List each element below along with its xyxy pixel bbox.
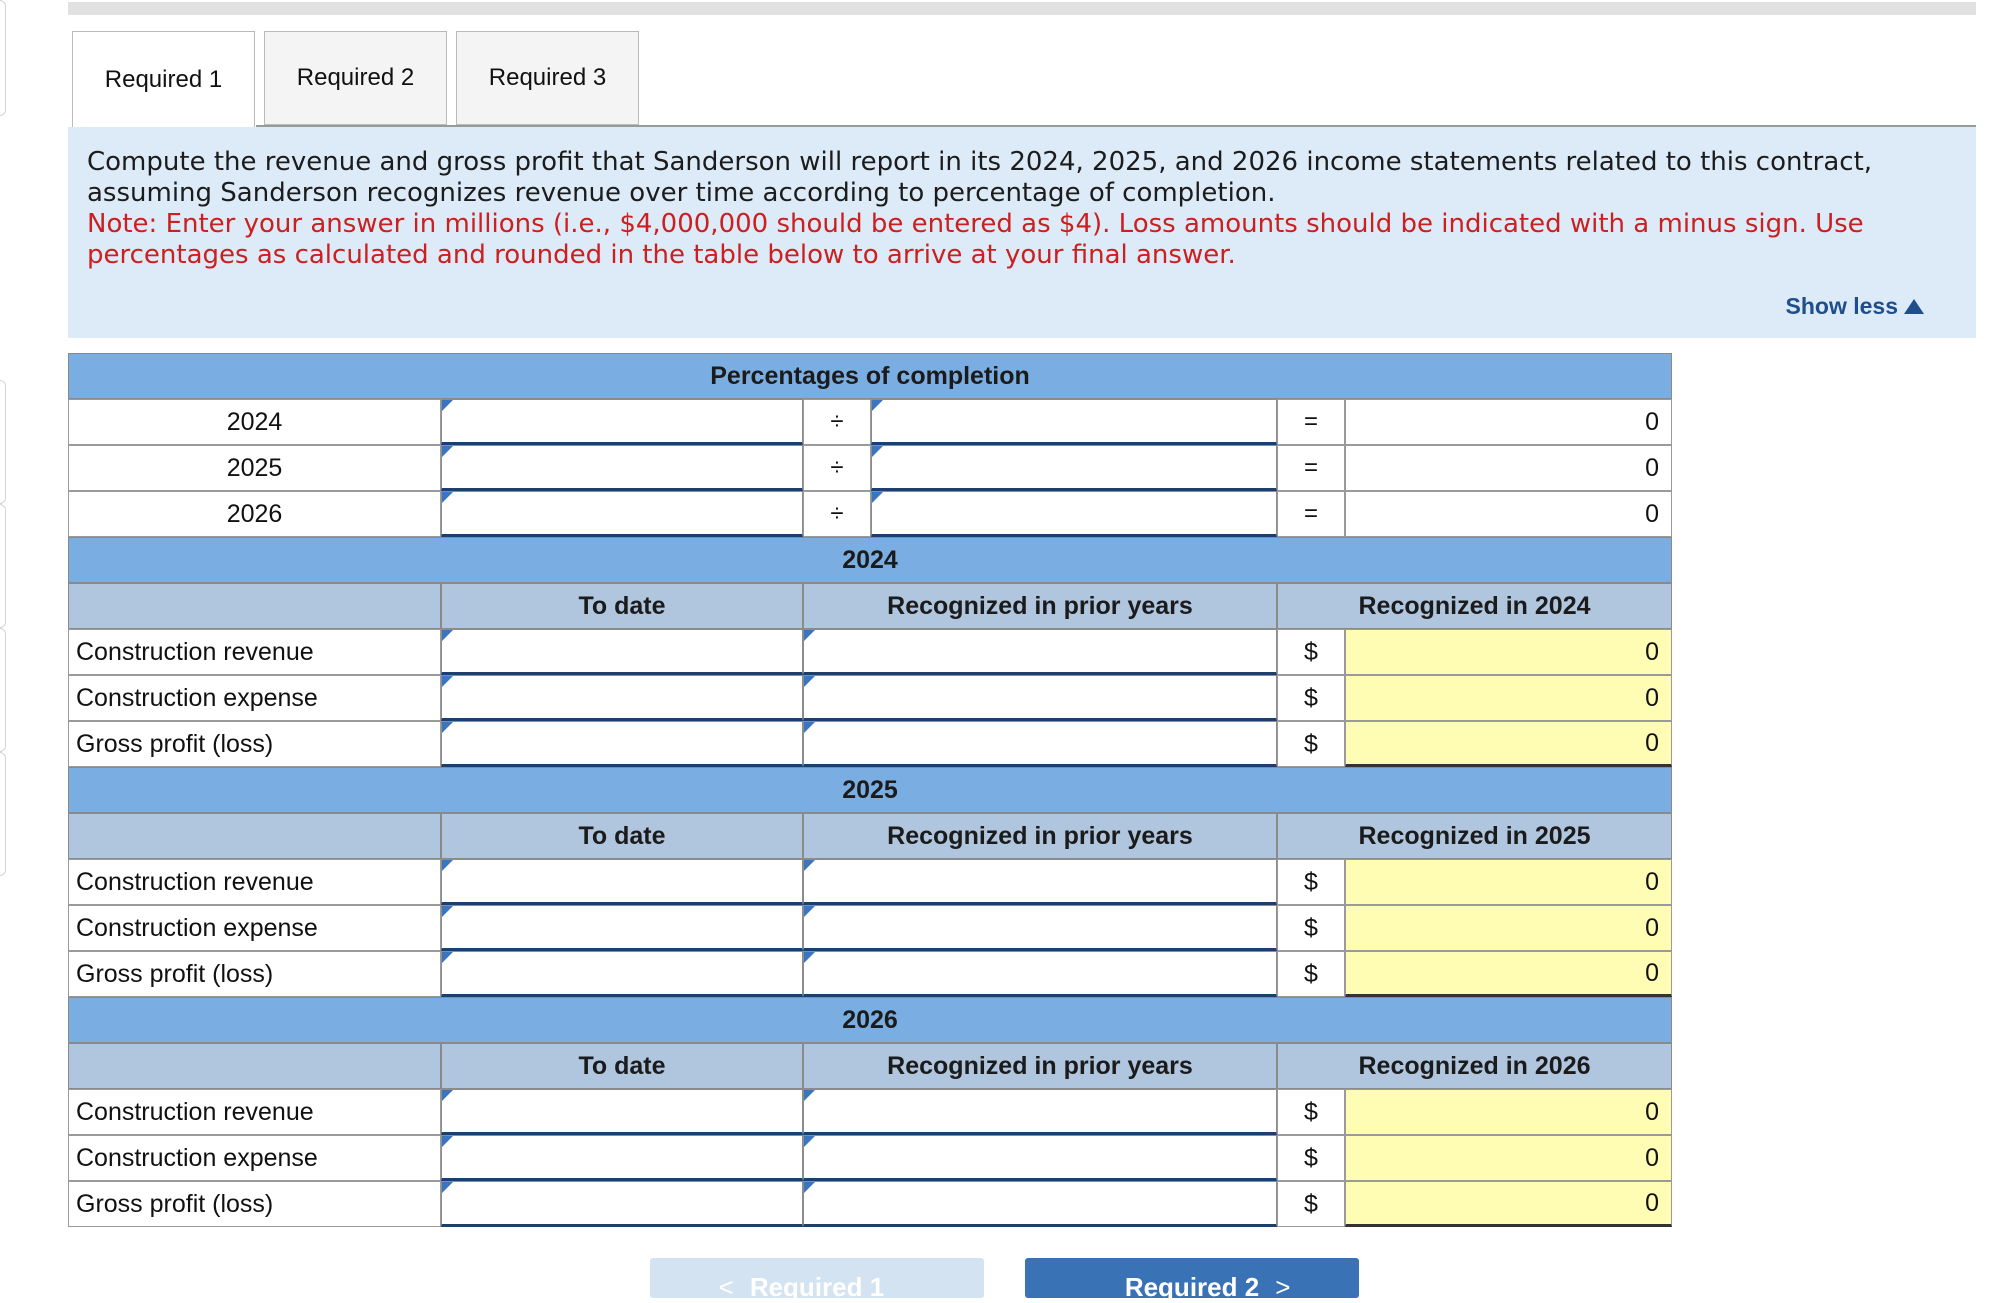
header-prior-years: Recognized in prior years <box>803 813 1277 859</box>
recognized-value: 0 <box>1345 721 1672 767</box>
pct-year-label: 2024 <box>68 399 441 445</box>
section-2024-header <box>68 583 1672 629</box>
header-blank <box>68 1043 441 1089</box>
to-date-input[interactable] <box>441 1135 803 1181</box>
header-recognized: Recognized in 2024 <box>1277 583 1672 629</box>
instruction-panel <box>68 127 1976 338</box>
pct-result: 0 <box>1345 491 1672 537</box>
recognized-value: 0 <box>1345 951 1672 997</box>
pct-total-cost-input[interactable] <box>871 445 1277 491</box>
recognized-value: 0 <box>1345 675 1672 721</box>
section-2025-expense-row <box>68 905 1672 951</box>
section-year-title: 2025 <box>68 767 1672 813</box>
chevron-right-icon: > <box>1275 1272 1291 1302</box>
section-2025-header <box>68 813 1672 859</box>
pct-title-row <box>68 353 1672 399</box>
top-progress-rule <box>68 2 1976 15</box>
tab-required-1[interactable]: Required 1 <box>72 31 255 127</box>
pct-year-label: 2025 <box>68 445 441 491</box>
dollar-sign: $ <box>1277 1181 1345 1227</box>
row-label: Construction revenue <box>68 859 441 905</box>
to-date-input[interactable] <box>441 1181 803 1227</box>
divide-icon: ÷ <box>803 445 871 491</box>
pct-total-cost-input[interactable] <box>871 399 1277 445</box>
pct-title: Percentages of completion <box>68 353 1672 399</box>
next-button-label: Required 2 <box>1124 1272 1260 1302</box>
prior-years-input[interactable] <box>803 629 1277 675</box>
equals-icon: = <box>1277 491 1345 537</box>
to-date-input[interactable] <box>441 675 803 721</box>
section-2026-band <box>68 997 1672 1043</box>
prior-years-input[interactable] <box>803 721 1277 767</box>
chevron-left-icon: < <box>718 1272 734 1302</box>
pct-cost-to-date-input[interactable] <box>441 399 803 445</box>
section-year-title: 2026 <box>68 997 1672 1043</box>
dollar-sign: $ <box>1277 629 1345 675</box>
row-label: Construction revenue <box>68 1089 441 1135</box>
show-less-link[interactable] <box>1786 293 1924 320</box>
pct-row-2025 <box>68 445 1672 491</box>
to-date-input[interactable] <box>441 629 803 675</box>
header-to-date: To date <box>441 583 803 629</box>
recognized-value: 0 <box>1345 905 1672 951</box>
prior-years-input[interactable] <box>803 675 1277 721</box>
row-label: Gross profit (loss) <box>68 1181 441 1227</box>
header-to-date: To date <box>441 1043 803 1089</box>
header-recognized: Recognized in 2025 <box>1277 813 1672 859</box>
section-2026-gross-profit-row <box>68 1181 1672 1227</box>
equals-icon: = <box>1277 399 1345 445</box>
header-to-date: To date <box>441 813 803 859</box>
row-label: Gross profit (loss) <box>68 951 441 997</box>
section-2026-expense-row <box>68 1135 1672 1181</box>
row-label: Construction revenue <box>68 629 441 675</box>
show-less-label: Show less <box>1785 293 1898 319</box>
to-date-input[interactable] <box>441 1089 803 1135</box>
pct-cost-to-date-input[interactable] <box>441 491 803 537</box>
row-label: Construction expense <box>68 675 441 721</box>
header-prior-years: Recognized in prior years <box>803 583 1277 629</box>
section-2024-revenue-row <box>68 629 1672 675</box>
recognized-value: 0 <box>1345 859 1672 905</box>
section-2024-band <box>68 537 1672 583</box>
section-2025-gross-profit-row <box>68 951 1672 997</box>
left-panel-edge <box>0 504 6 628</box>
divide-icon: ÷ <box>803 491 871 537</box>
dollar-sign: $ <box>1277 859 1345 905</box>
left-panel-edge <box>0 628 6 752</box>
recognized-value: 0 <box>1345 1089 1672 1135</box>
instruction-text: Compute the revenue and gross profit that Sanderson will report in its 2024, 2025, and 2026 income statements related to this contract, assuming Sanderson recognizes revenue over time according to percentage of completion. <box>87 147 1873 208</box>
pct-result: 0 <box>1345 445 1672 491</box>
prior-years-input[interactable] <box>803 951 1277 997</box>
equals-icon: = <box>1277 445 1345 491</box>
tab-required-3[interactable]: Required 3 <box>456 31 639 125</box>
recognized-value: 0 <box>1345 1135 1672 1181</box>
to-date-input[interactable] <box>441 951 803 997</box>
dollar-sign: $ <box>1277 1135 1345 1181</box>
prior-years-input[interactable] <box>803 905 1277 951</box>
instruction-note: Note: Enter your answer in millions (i.e., $4,000,000 should be entered as $4). Loss amounts should be indicated with a minus sign. Use percentages as calculated and rounded in the table below to arrive at your final answer. <box>87 209 1864 270</box>
prev-button-label: Required 1 <box>749 1272 885 1302</box>
dollar-sign: $ <box>1277 721 1345 767</box>
section-year-title: 2024 <box>68 537 1672 583</box>
recognized-value: 0 <box>1345 629 1672 675</box>
prior-years-input[interactable] <box>803 1181 1277 1227</box>
prior-years-input[interactable] <box>803 859 1277 905</box>
to-date-input[interactable] <box>441 905 803 951</box>
section-2024-expense-row <box>68 675 1672 721</box>
prev-button[interactable] <box>650 1258 984 1302</box>
pct-total-cost-input[interactable] <box>871 491 1277 537</box>
row-label: Gross profit (loss) <box>68 721 441 767</box>
section-2024-gross-profit-row <box>68 721 1672 767</box>
section-2025-band <box>68 767 1672 813</box>
left-panel-edge <box>0 752 6 876</box>
pct-result: 0 <box>1345 399 1672 445</box>
header-recognized: Recognized in 2026 <box>1277 1043 1672 1089</box>
header-prior-years: Recognized in prior years <box>803 1043 1277 1089</box>
prior-years-input[interactable] <box>803 1135 1277 1181</box>
header-blank <box>68 583 441 629</box>
prior-years-input[interactable] <box>803 1089 1277 1135</box>
dollar-sign: $ <box>1277 1089 1345 1135</box>
tab-required-2[interactable]: Required 2 <box>264 31 447 125</box>
pct-row-2026 <box>68 491 1672 537</box>
pct-cost-to-date-input[interactable] <box>441 445 803 491</box>
section-2026-revenue-row <box>68 1089 1672 1135</box>
dollar-sign: $ <box>1277 905 1345 951</box>
divide-icon: ÷ <box>803 399 871 445</box>
row-label: Construction expense <box>68 1135 441 1181</box>
recognized-value: 0 <box>1345 1181 1672 1227</box>
left-panel-edge <box>0 380 6 504</box>
next-button[interactable] <box>1025 1258 1359 1302</box>
section-2026-header <box>68 1043 1672 1089</box>
header-blank <box>68 813 441 859</box>
to-date-input[interactable] <box>441 721 803 767</box>
row-label: Construction expense <box>68 905 441 951</box>
dollar-sign: $ <box>1277 675 1345 721</box>
left-panel-edge <box>0 0 6 116</box>
dollar-sign: $ <box>1277 951 1345 997</box>
triangle-up-icon <box>1904 299 1924 314</box>
section-2025-revenue-row <box>68 859 1672 905</box>
pct-year-label: 2026 <box>68 491 441 537</box>
pct-row-2024 <box>68 399 1672 445</box>
to-date-input[interactable] <box>441 859 803 905</box>
